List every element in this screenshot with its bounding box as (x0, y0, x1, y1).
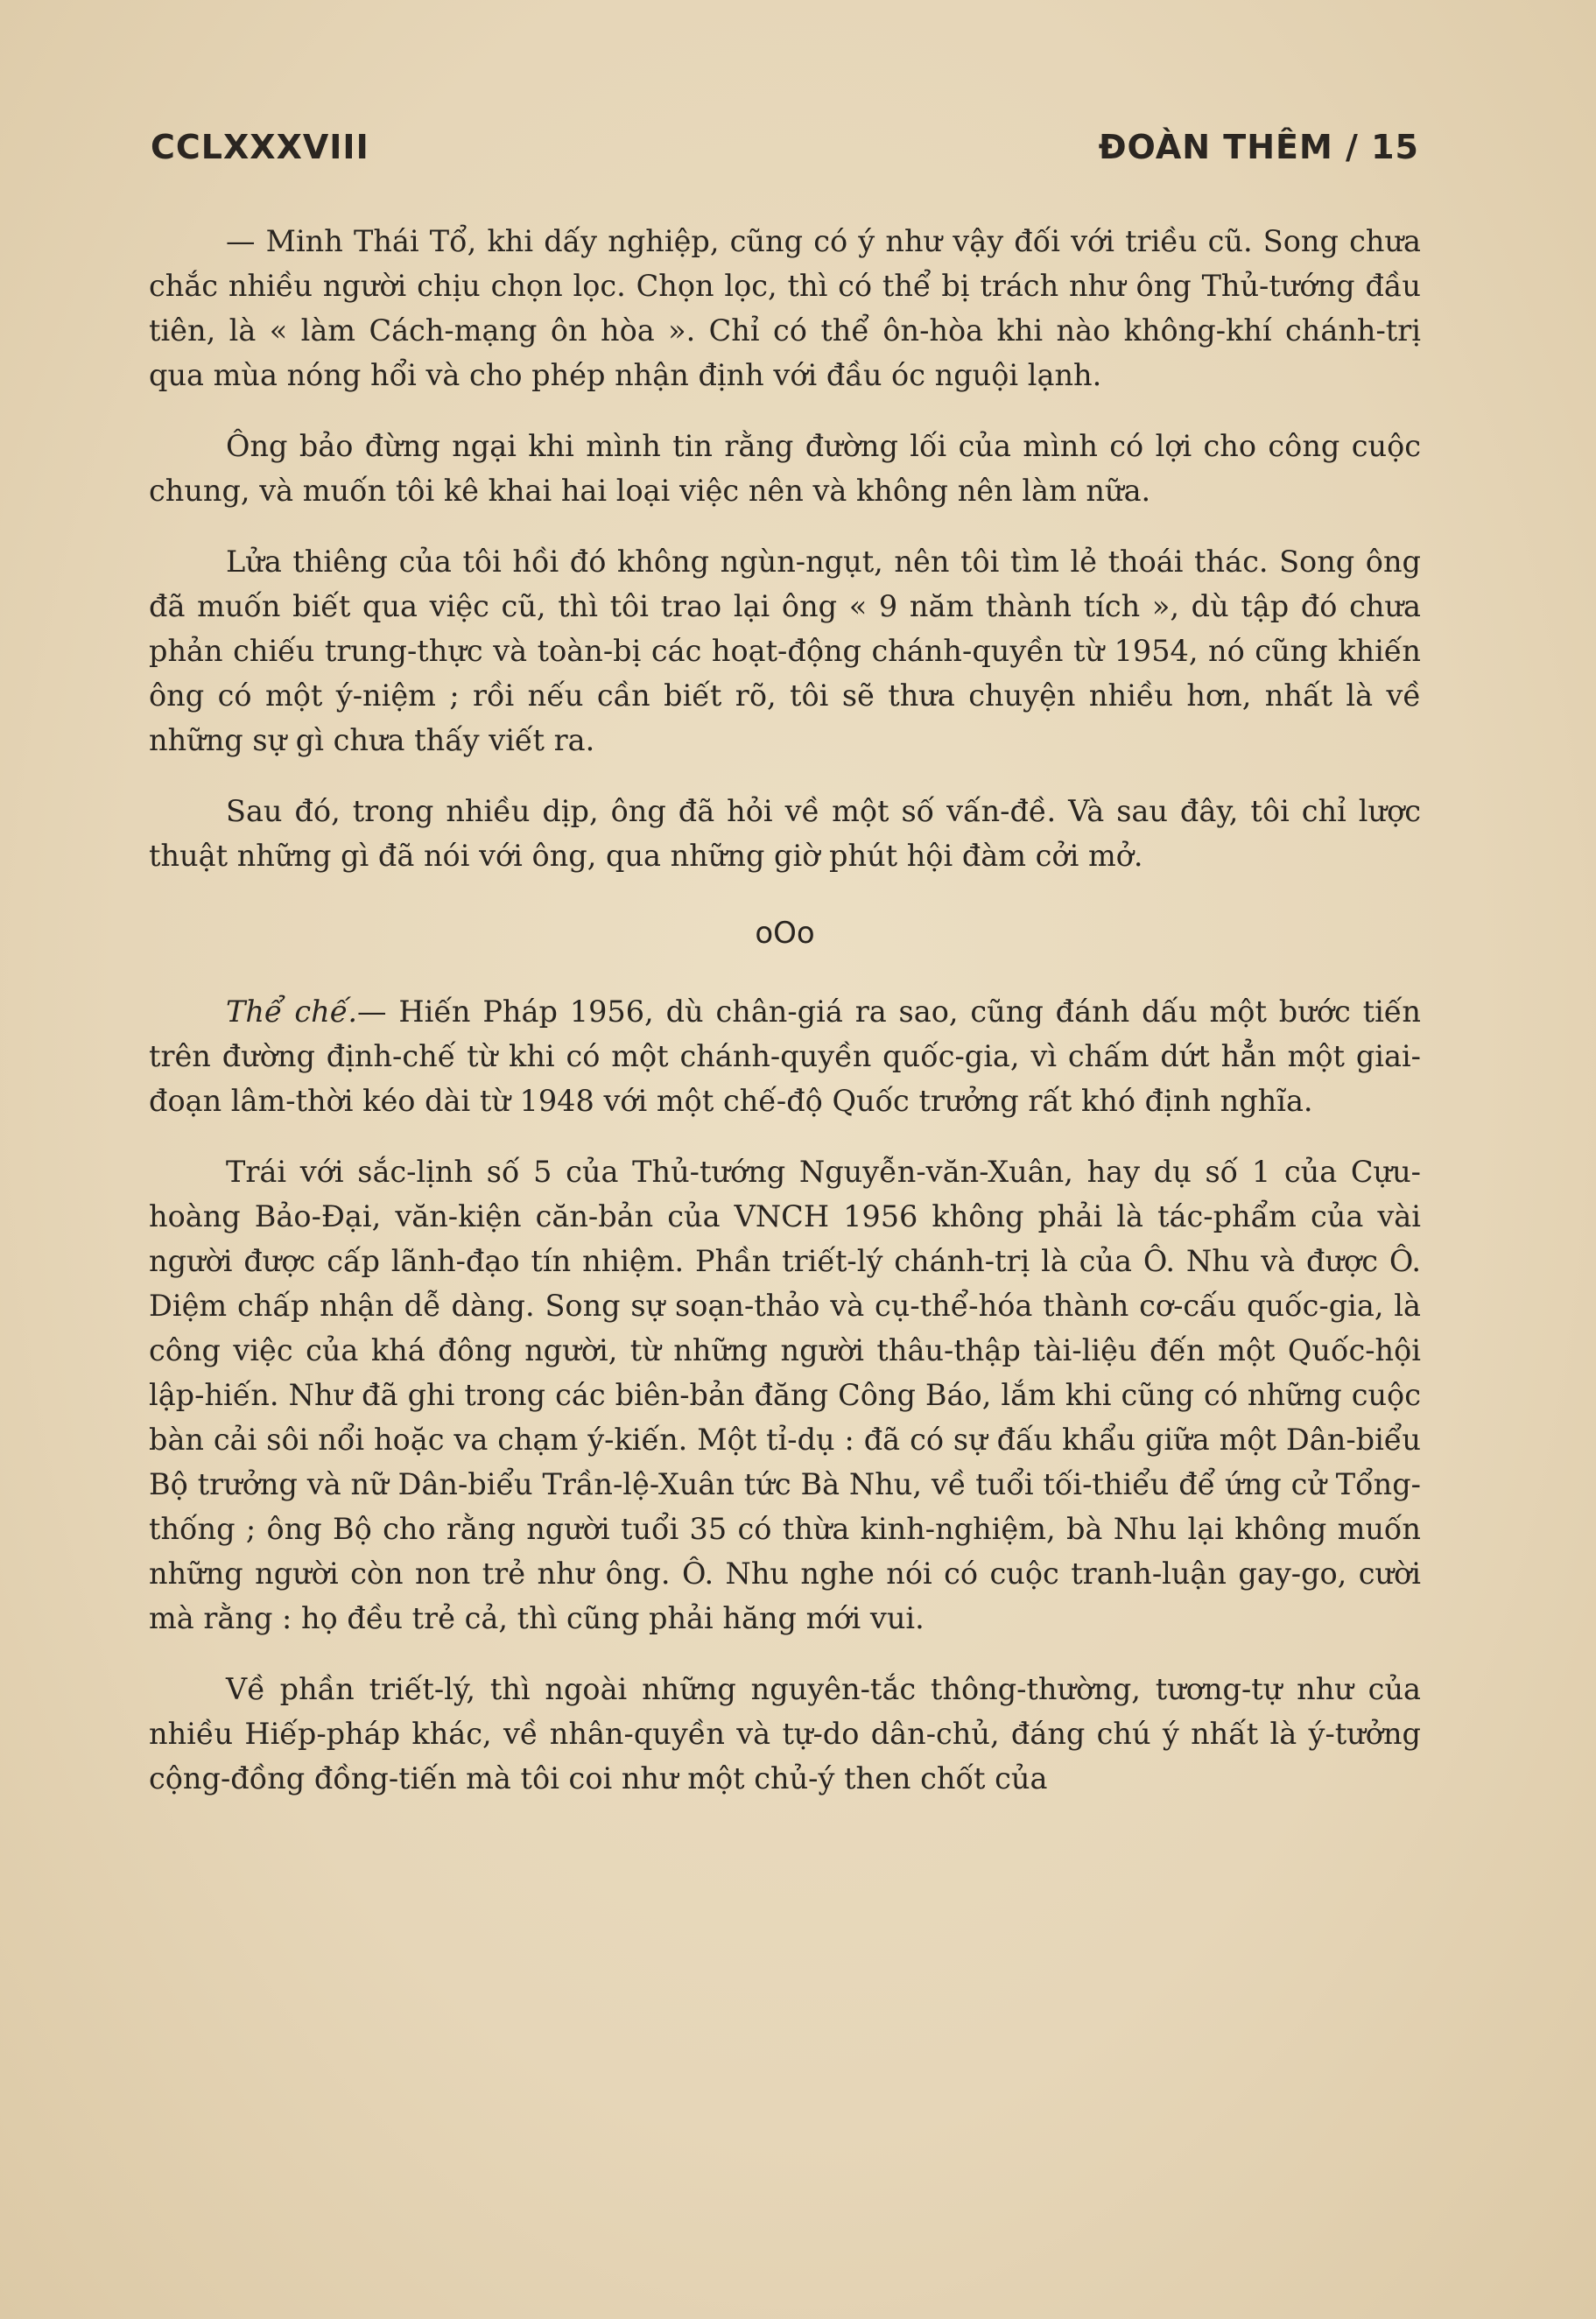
paragraph: — Minh Thái Tổ, khi dấy nghiệp, cũng có ý như vậy đối với triều cũ. Song chưa chắc nhiều người chịu chọn lọc. Chọn lọc, thì có thể bị trách như ông Thủ-tướng đầu tiên, là « làm Cách-mạng ôn hòa ». Chỉ có thể ôn-hòa khi nào không-khí chánh-trị qua mùa nóng hổi và cho phép nhận định với đầu óc nguội lạnh. (149, 224, 1421, 392)
section-divider: oOo (755, 916, 815, 951)
page-body (149, 219, 1421, 1827)
header-roman-numeral: CCLXXXVIII (151, 128, 369, 166)
paragraph: Trái với sắc-lịnh số 5 của Thủ-tướng Nguyễn-văn-Xuân, hay dụ số 1 của Cựu-hoàng Bảo-Đại, văn-kiện căn-bản của VNCH 1956 không phải là tác-phẩm của vài người được cấp lãnh-đạo tín nhiệm. Phần triết-lý chánh-trị là của Ô. Nhu và được Ô. Diệm chấp nhận dễ dàng. Song sự soạn-thảo và cụ-thể-hóa thành cơ-cấu quốc-gia, là công việc của khá đông người, từ những người thâu-thập tài-liệu đến một Quốc-hội lập-hiến. Như đã ghi trong các biên-bản đăng Công Báo, lắm khi cũng có những cuộc bàn cải sôi nổi hoặc va chạm ý-kiến. Một tỉ-dụ : đã có sự đấu khẩu giữa một Dân-biểu Bộ trưởng và nữ Dân-biểu Trần-lệ-Xuân tức Bà Nhu, về tuổi tối-thiểu để ứng cử Tổng-thống ; ông Bộ cho rằng người tuổi 35 có thừa kinh-nghiệm, bà Nhu lại không muốn những người còn non trẻ như ông. Ô. Nhu nghe nói có cuộc tranh-luận gay-go, cười mà rằng : họ đều trẻ cả, thì cũng phải hăng mới vui. (149, 1155, 1421, 1635)
paragraph: Về phần triết-lý, thì ngoài những nguyên-tắc thông-thường, tương-tự như của nhiều Hiếp-pháp khác, về nhân-quyền và tự-do dân-chủ, đáng chú ý nhất là ý-tưởng cộng-đồng đồng-tiến mà tôi coi như một chủ-ý then chốt của (149, 1672, 1421, 1795)
paragraph: Lửa thiêng của tôi hồi đó không ngùn-ngụt, nên tôi tìm lẻ thoái thác. Song ông đã muốn biết qua việc cũ, thì tôi trao lại ông « 9 năm thành tích », dù tập đó chưa phản chiếu trung-thực và toàn-bị các hoạt-động chánh-quyền từ 1954, nó cũng khiến ông có một ý-niệm ; rồi nếu cần biết rõ, tôi sẽ thưa chuyện nhiều hơn, nhất là về những sự gì chưa thấy viết ra. (149, 545, 1421, 757)
header-author-page: ĐOÀN THÊM / 15 (1098, 128, 1419, 166)
page-header (151, 121, 1419, 173)
paragraph: Ông bảo đừng ngại khi mình tin rằng đường lối của mình có lợi cho công cuộc chung, và muốn tôi kê khai hai loại việc nên và không nên làm nữa. (149, 429, 1421, 508)
paragraph: Sau đó, trong nhiều dịp, ông đã hỏi về một số vấn-đề. Và sau đây, tôi chỉ lược thuật những gì đã nói với ông, qua những giờ phút hội đàm cởi mở. (149, 794, 1421, 873)
section-paragraph (149, 989, 1421, 1123)
section-lead: Thể chế. (226, 994, 358, 1029)
section-lead-rest: — Hiến Pháp 1956, dù chân-giá ra sao, cũng đánh dấu một bước tiến trên đường định-chế từ khi có một chánh-quyền quốc-gia, vì chấm dứt hẳn một giai-đoạn lâm-thời kéo dài từ 1948 với một chế-độ Quốc trưởng rất khó định nghĩa. (149, 994, 1421, 1118)
